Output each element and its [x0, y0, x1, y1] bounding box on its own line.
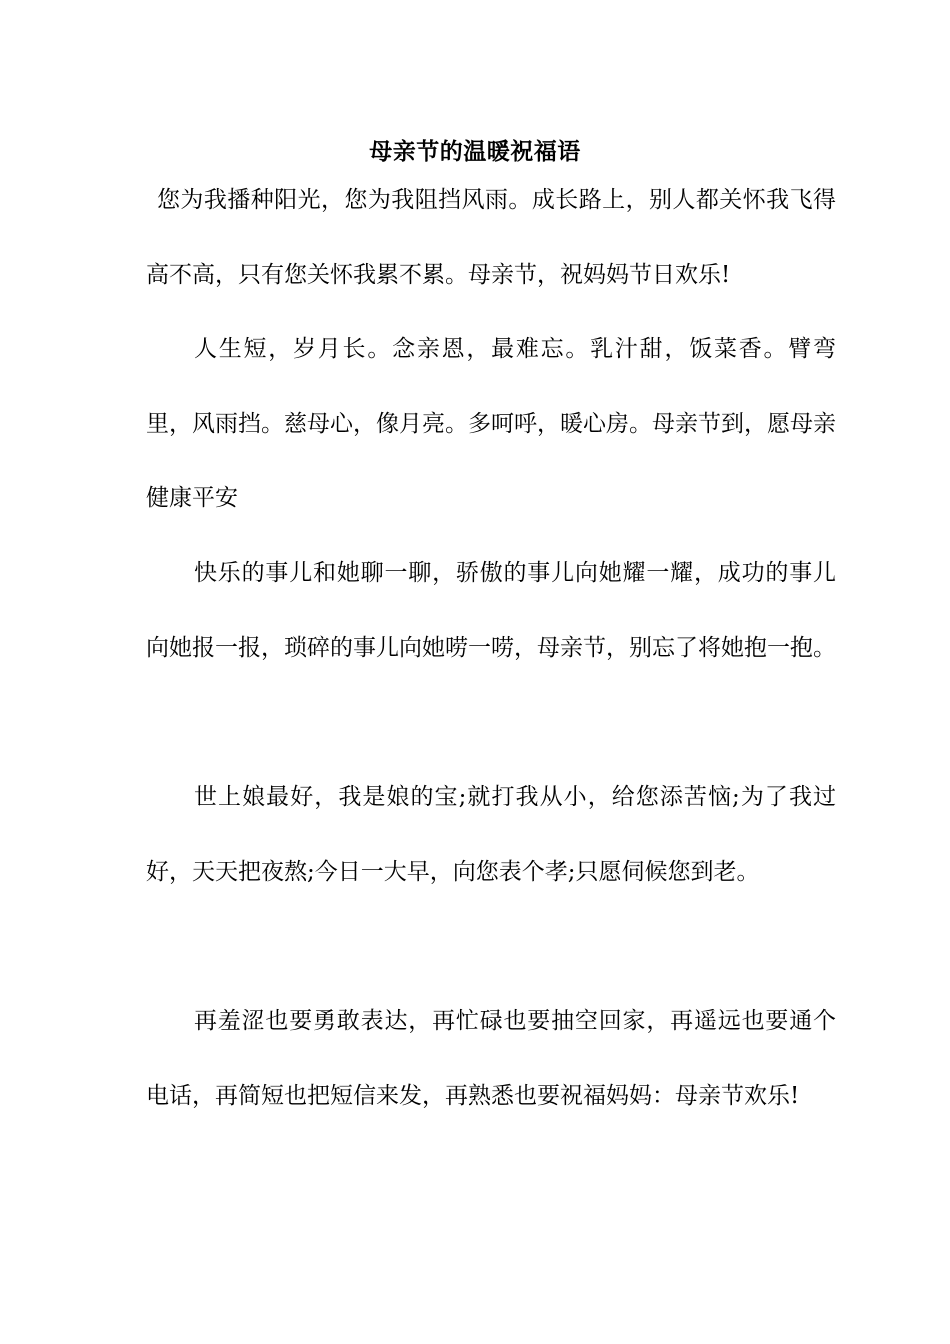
paragraph-1: 您为我播种阳光，您为我阻挡风雨。成长路上，别人都关怀我飞得高不高，只有您关怀我累不累。母亲节，祝妈妈节日欢乐!	[146, 187, 836, 288]
paragraph-3: 快乐的事儿和她聊一聊，骄傲的事儿向她耀一耀，成功的事儿向她报一报，琐碎的事儿向她唠一唠，母亲节，别忘了将她抱一抱。	[146, 560, 836, 661]
paragraph-5: 再羞涩也要勇敢表达，再忙碌也要抽空回家，再遥远也要通个电话，再简短也把短信来发，再熟悉也要祝福妈妈：母亲节欢乐!	[146, 1008, 836, 1109]
document-title: 母亲节的温暖祝福语	[369, 138, 581, 165]
paragraph-4: 世上娘最好，我是娘的宝;就打我从小，给您添苦恼;为了我过好，天天把夜熬;今日一大早，向您表个孝;只愿伺候您到老。	[146, 784, 836, 885]
paragraph-2: 人生短，岁月长。念亲恩，最难忘。乳汁甜，饭菜香。臂弯里，风雨挡。慈母心，像月亮。多呵呼，暖心房。母亲节到，愿母亲健康平安	[146, 336, 836, 511]
